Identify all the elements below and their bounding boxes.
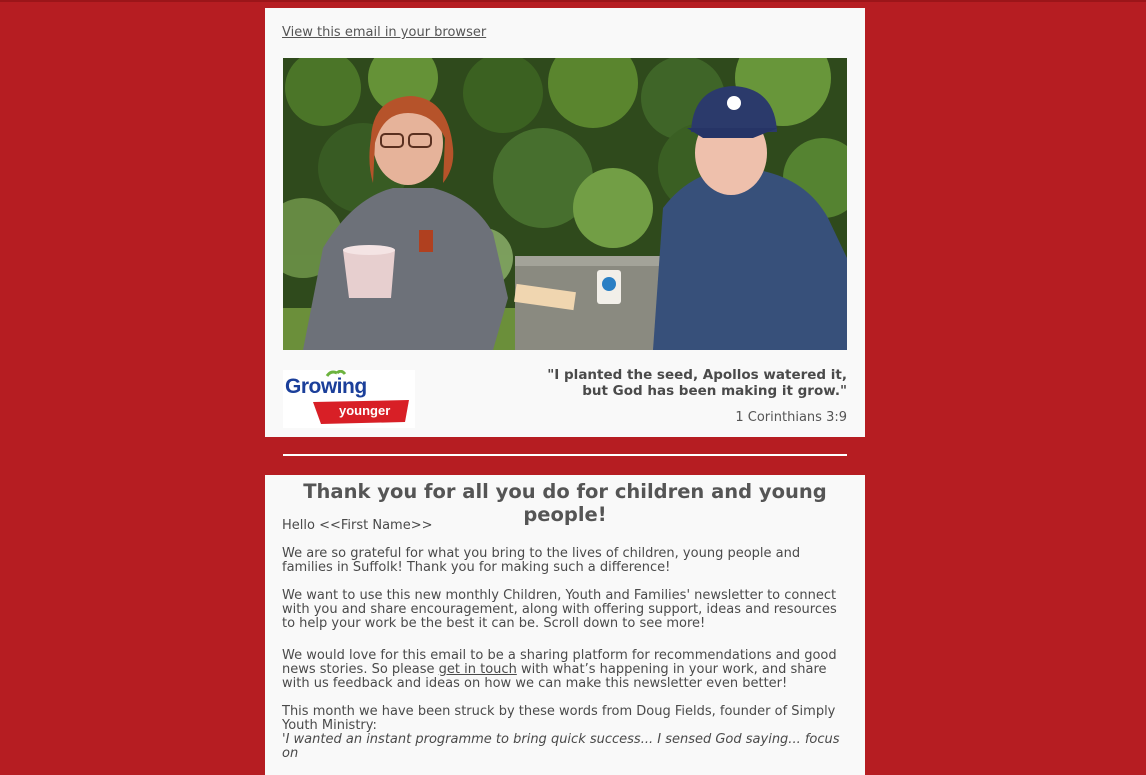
hero-photo-illustration <box>283 58 847 350</box>
bible-quote: "I planted the seed, Apollos watered it, but God has been making it grow." <box>547 367 847 399</box>
paragraph-newsletter-intro: We want to use this new monthly Children, Youth and Families' newsletter to connect with you and share encouragement, along with offering support, ideas and resources to help your work be the best it can be. Scroll down to see more! <box>282 588 837 631</box>
growing-younger-logo <box>283 370 415 428</box>
get-in-touch-link[interactable]: get in touch <box>438 662 517 677</box>
hero-photo <box>283 58 847 350</box>
content-card <box>265 475 865 775</box>
section-divider <box>283 454 847 456</box>
doug-fields-quote: 'I wanted an instant programme to bring quick success... I sensed God saying... focus on <box>282 732 840 761</box>
paragraph-sharing <box>282 649 852 691</box>
paragraph-sharing-text-b: with what’s happening in your work, and share with us feedback and ideas on how we can make this newsletter even better! <box>282 662 827 691</box>
paragraph-sharing-text-a: We would love for this email to be a sharing platform for recommendations and good news stories. So please <box>282 648 837 677</box>
logo-word-growing: Growing <box>285 375 367 398</box>
paragraph-doug-fields: This month we have been struck by these words from Doug Fields, founder of Simply Youth Ministry: <box>282 704 836 733</box>
paragraph-gratitude: We are so grateful for what you bring to the lives of children, young people and families in Suffolk! Thank you for making such a difference! <box>282 546 801 575</box>
bible-quote-reference: 1 Corinthians 3:9 <box>735 410 847 425</box>
greeting: Hello <<First Name>> <box>282 518 433 533</box>
page-title: Thank you for all you do for children and young people! <box>303 480 827 526</box>
logo-word-younger: younger <box>339 403 391 418</box>
view-in-browser-link[interactable]: View this email in your browser <box>282 25 487 40</box>
top-border <box>0 0 1146 2</box>
header-card <box>265 8 865 437</box>
